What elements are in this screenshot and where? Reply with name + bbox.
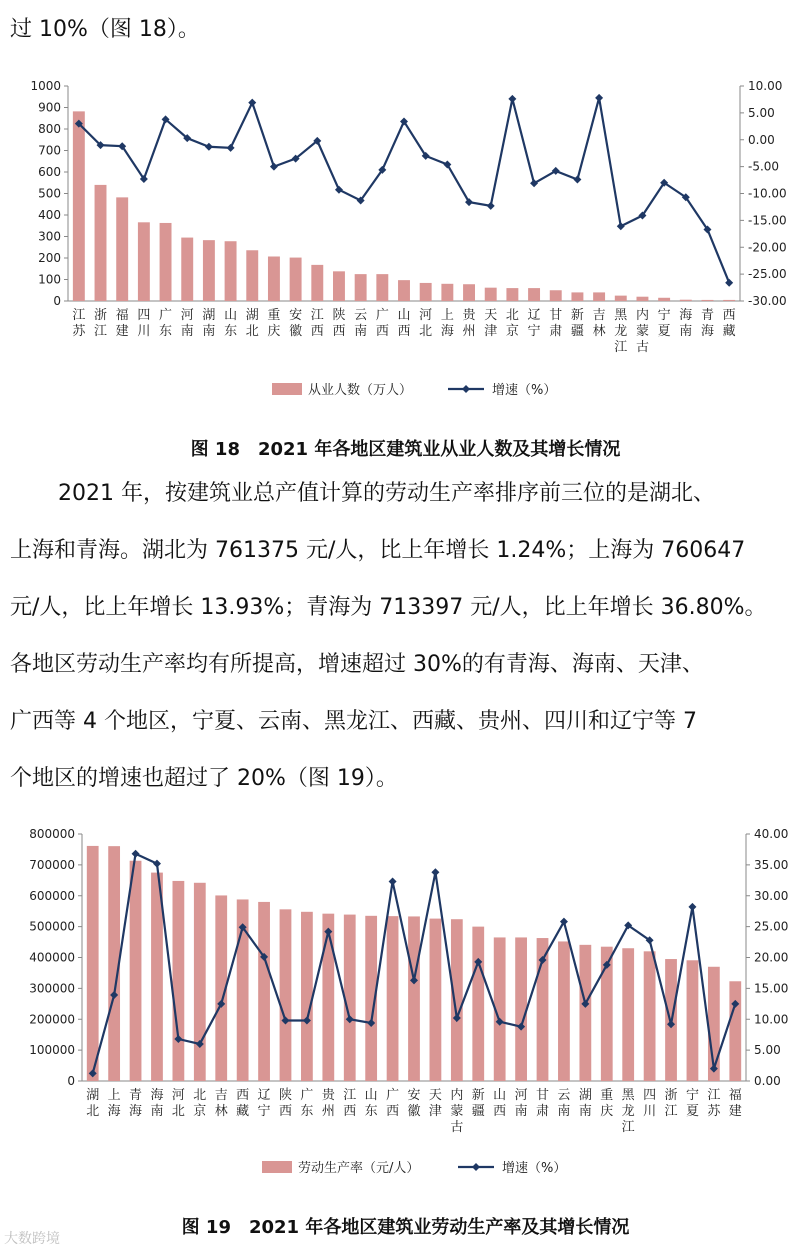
category-label: 山西 [493, 1088, 507, 1119]
category-label: 甘肃 [536, 1088, 550, 1119]
y-left-tick-label: 700 [38, 143, 61, 158]
y-left-tick-label: 200000 [29, 1012, 75, 1027]
category-label: 海南 [679, 308, 693, 339]
bar [528, 288, 540, 301]
figure-18-caption: 图 18 2021 年各地区建筑业从业人数及其增长情况 [190, 439, 621, 460]
category-label: 河北 [171, 1088, 185, 1119]
growth-point [248, 99, 256, 107]
category-label: 湖南 [578, 1088, 592, 1119]
bar [194, 883, 206, 1081]
category-label: 重庆 [600, 1088, 614, 1119]
category-label: 四川 [643, 1088, 657, 1119]
category-label: 河南 [514, 1088, 528, 1119]
growth-point [595, 94, 603, 102]
y-left-tick-label: 1000 [30, 79, 61, 93]
growth-point [688, 903, 696, 911]
y-left-tick-label: 400000 [29, 950, 75, 965]
y-left-tick-label: 600 [38, 165, 61, 179]
category-label: 新疆 [570, 308, 584, 339]
category-label: 重庆 [267, 308, 281, 339]
intro-text: 过 10%（图 18）。 [10, 17, 200, 42]
bar [290, 258, 302, 301]
bar [571, 292, 583, 301]
bar [268, 256, 280, 301]
y-left-tick-label: 400 [38, 208, 61, 222]
bar [246, 250, 258, 301]
category-label: 福建 [728, 1088, 742, 1119]
category-label: 湖南 [202, 308, 216, 339]
category-label: 青海 [129, 1088, 143, 1119]
category-label: 黑龙江 [621, 1088, 635, 1135]
bar [130, 861, 142, 1081]
growth-point [725, 279, 733, 287]
bar [441, 284, 453, 301]
paragraph-line: 元/人，比上年增长 13.93%；青海为 713397 元/人，比上年增长 36.80%。 [10, 595, 767, 620]
legend-label: 增速（%） [502, 1161, 567, 1176]
category-label: 江苏 [72, 308, 86, 339]
y-right-tick-label: 15.00 [754, 981, 789, 996]
y-right-tick-label: 35.00 [754, 857, 789, 872]
bar [172, 881, 184, 1081]
y-right-tick-label: 0.00 [754, 1074, 781, 1088]
category-label: 广西 [375, 308, 389, 339]
growth-point [153, 860, 161, 868]
bar [280, 909, 292, 1081]
category-label: 西藏 [236, 1088, 250, 1119]
legend-bar-swatch [262, 1161, 292, 1173]
category-label: 安徽 [407, 1088, 421, 1119]
bar [506, 288, 518, 301]
category-label: 吉林 [214, 1088, 228, 1119]
y-left-tick-label: 600000 [29, 888, 75, 903]
paragraph-line: 广西等 4 个地区，宁夏、云南、黑龙江、西藏、贵州、四川和辽宁等 7 [10, 709, 697, 734]
bar [376, 274, 388, 301]
category-label: 云南 [557, 1088, 571, 1119]
category-label: 天津 [484, 308, 498, 339]
bar [558, 941, 570, 1081]
bar [203, 240, 215, 301]
bar [301, 912, 313, 1081]
bar [593, 292, 605, 301]
category-label: 河南 [180, 308, 194, 339]
bar [95, 185, 107, 301]
bar [615, 296, 627, 301]
growth-point [431, 868, 439, 876]
category-label: 四川 [137, 308, 151, 339]
legend-label: 增速（%） [492, 383, 557, 398]
body-paragraph [0, 478, 811, 798]
category-label: 黑龙江 [614, 308, 628, 355]
bar [73, 111, 85, 301]
bar [451, 919, 463, 1081]
category-label: 浙江 [664, 1088, 678, 1119]
y-right-tick-label: -5.00 [748, 159, 780, 174]
y-left-tick-label: 300 [38, 229, 61, 244]
legend-label: 从业人数（万人） [308, 383, 413, 398]
category-label: 江西 [343, 1088, 357, 1119]
y-right-tick-label: 10.00 [754, 1012, 789, 1027]
y-right-tick-label: 5.00 [748, 105, 775, 120]
category-label: 湖北 [86, 1088, 100, 1119]
category-label: 山东 [224, 308, 238, 339]
growth-point [335, 186, 343, 194]
category-label: 福建 [115, 308, 129, 339]
bar [723, 300, 735, 301]
y-left-tick-label: 800 [38, 122, 61, 136]
growth-point [573, 176, 581, 184]
y-right-tick-label: 30.00 [754, 888, 789, 903]
growth-point [508, 95, 516, 103]
category-label: 北京 [193, 1088, 207, 1119]
bar [258, 902, 270, 1081]
y-right-tick-label: 10.00 [748, 79, 783, 93]
y-left-tick-label: 800000 [29, 827, 75, 841]
legend-label: 劳动生产率（元/人） [298, 1161, 420, 1176]
category-label: 宁夏 [685, 1088, 699, 1119]
bar [687, 960, 699, 1081]
category-label: 贵州 [462, 308, 476, 339]
bar [311, 265, 323, 301]
y-right-tick-label: 40.00 [754, 827, 789, 841]
y-right-tick-label: -30.00 [748, 294, 787, 308]
productivity-chart [0, 818, 811, 1203]
y-right-tick-label: 20.00 [754, 950, 789, 965]
category-label: 北京 [505, 308, 519, 339]
category-label: 青海 [700, 308, 714, 339]
bar [398, 280, 410, 301]
category-label: 辽宁 [527, 308, 541, 339]
category-label: 山西 [397, 308, 411, 339]
bar [387, 916, 399, 1081]
category-label: 广西 [386, 1088, 400, 1119]
paragraph-line: 上海和青海。湖北为 761375 元/人，比上年增长 1.24%；上海为 760647 [10, 538, 746, 563]
bar [138, 222, 150, 301]
growth-point [389, 878, 397, 886]
figure-19-caption: 图 19 2021 年各地区建筑业劳动生产率及其增长情况 [181, 1217, 630, 1238]
category-label: 辽宁 [257, 1088, 271, 1119]
growth-point [205, 143, 213, 151]
y-left-tick-label: 100 [38, 272, 61, 287]
category-label: 宁夏 [657, 308, 671, 339]
y-right-tick-label: 25.00 [754, 919, 789, 934]
bar [680, 300, 692, 301]
paragraph-line: 各地区劳动生产率均有所提高，增速超过 30%的有青海、海南、天津、 [10, 652, 704, 677]
bar [430, 919, 442, 1081]
y-right-tick-label: -15.00 [748, 213, 787, 228]
legend-line-marker [472, 1163, 480, 1171]
paragraph-line: 2021 年，按建筑业总产值计算的劳动生产率排序前三位的是湖北、 [58, 481, 715, 506]
bar [355, 274, 367, 301]
y-left-tick-label: 0 [67, 1074, 75, 1088]
y-left-tick-label: 500000 [29, 919, 75, 934]
bar [702, 300, 714, 301]
bar [160, 223, 172, 301]
bar [116, 197, 128, 301]
category-label: 湖北 [245, 308, 259, 339]
category-label: 贵州 [321, 1088, 335, 1119]
employment-chart [0, 70, 811, 470]
category-label: 浙江 [94, 308, 108, 339]
category-label: 山东 [364, 1088, 378, 1119]
y-right-tick-label: -25.00 [748, 267, 787, 282]
growth-point [227, 144, 235, 152]
growth-point [617, 222, 625, 230]
bar [333, 271, 345, 301]
category-label: 内蒙古 [635, 308, 649, 355]
category-label: 海南 [150, 1088, 164, 1119]
category-label: 安徽 [289, 308, 303, 339]
bar [636, 297, 648, 301]
category-label: 广东 [300, 1088, 314, 1119]
y-left-tick-label: 100000 [29, 1043, 75, 1058]
category-label: 甘肃 [549, 308, 563, 339]
bar [579, 945, 591, 1081]
category-label: 陕西 [332, 308, 346, 339]
legend-line-marker [462, 385, 470, 393]
category-label: 天津 [428, 1088, 442, 1119]
category-label: 西藏 [722, 308, 736, 339]
category-label: 吉林 [592, 308, 606, 339]
growth-point [487, 202, 495, 210]
y-left-tick-label: 0 [53, 294, 61, 308]
y-left-tick-label: 200 [38, 251, 61, 265]
bar [485, 288, 497, 301]
bar [658, 298, 670, 301]
category-label: 云南 [354, 308, 368, 339]
bar [87, 846, 99, 1081]
bar [550, 290, 562, 301]
category-label: 新疆 [471, 1088, 485, 1119]
y-right-tick-label: -10.00 [748, 186, 787, 201]
y-left-tick-label: 700000 [29, 857, 75, 872]
y-left-tick-label: 500 [38, 186, 61, 201]
bar [322, 914, 334, 1081]
bar [644, 951, 656, 1081]
category-label: 内蒙古 [450, 1088, 464, 1135]
legend-bar-swatch [272, 383, 302, 395]
y-right-tick-label: 5.00 [754, 1043, 781, 1058]
bar [181, 238, 193, 301]
category-label: 上海 [107, 1088, 121, 1119]
category-label: 陕西 [278, 1088, 292, 1119]
y-left-tick-label: 300000 [29, 981, 75, 996]
y-left-tick-label: 900 [38, 100, 61, 115]
bar [463, 284, 475, 301]
growth-point [132, 850, 140, 858]
growth-point [270, 163, 278, 171]
bar [729, 981, 741, 1081]
paragraph-line: 个地区的增速也超过了 20%（图 19）。 [10, 766, 398, 791]
bar [472, 927, 484, 1081]
bar [515, 937, 527, 1081]
bar [622, 948, 634, 1081]
category-label: 上海 [440, 308, 454, 339]
bar [420, 283, 432, 301]
category-label: 广东 [159, 308, 173, 339]
bar [408, 916, 420, 1081]
watermark: 大数跨境 [4, 1231, 60, 1247]
y-right-tick-label: 0.00 [748, 132, 775, 147]
bar [225, 241, 237, 301]
category-label: 江西 [310, 308, 324, 339]
category-label: 江苏 [707, 1088, 721, 1119]
growth-line [79, 98, 729, 283]
category-label: 河北 [419, 308, 433, 339]
y-right-tick-label: -20.00 [748, 240, 787, 255]
